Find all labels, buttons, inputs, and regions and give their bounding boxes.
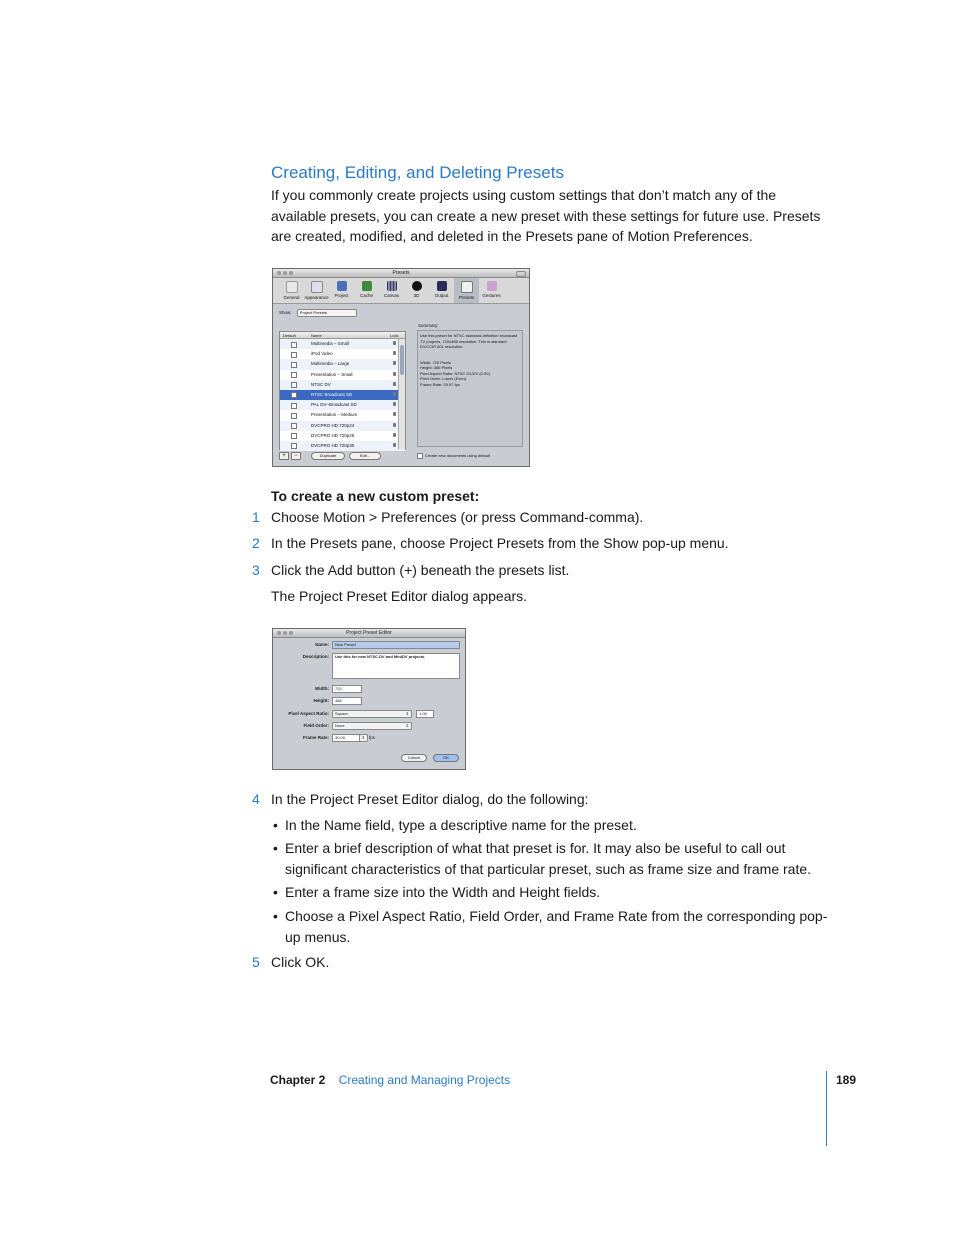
list-item[interactable] (280, 400, 405, 410)
lock-icon (393, 433, 396, 437)
lock-icon (393, 341, 396, 345)
list-item[interactable] (280, 441, 405, 451)
default-checkbox[interactable] (291, 382, 297, 388)
remove-button[interactable]: − (291, 452, 301, 460)
list-item[interactable] (280, 380, 405, 390)
default-checkbox[interactable] (291, 443, 297, 449)
show-label: Show: (279, 310, 292, 316)
preset-name: DVCPRO HD 720p25 (311, 432, 355, 438)
summary-width: Width: 720 Pixels (420, 359, 451, 365)
step-number: 1 (252, 509, 260, 525)
step-text: In the Presets pane, choose Project Presets from the Show pop-up menu. (271, 535, 729, 551)
bullet-dot: • (273, 884, 278, 900)
list-item[interactable] (280, 359, 405, 369)
field-order-popup[interactable]: None ⇕ (332, 722, 412, 730)
summary-description: Use this preset for NTSC standard-definition broadcast TV projects, 720x486 resolution. This is standard D1/CCIR 601 resolution. (420, 333, 518, 349)
prefs-toolbar (273, 278, 529, 304)
procedure-heading: To create a new custom preset: (271, 488, 480, 504)
step-result: The Project Preset Editor dialog appears. (271, 588, 528, 604)
bullet-text: Enter a brief description of what that preset is for. It may also be useful to call out significant characteristics of that particular preset, such as frame size and frame rate. (285, 840, 812, 877)
preset-name: NTSC Broadcast SD (311, 391, 353, 397)
summary-box (417, 330, 523, 447)
column-lock[interactable]: Lock (390, 333, 399, 338)
switch-icon (286, 281, 298, 293)
tab-presets[interactable]: Presets (454, 278, 479, 303)
default-checkbox[interactable] (291, 403, 297, 409)
field-order-label: Field Order: (303, 723, 329, 728)
list-item[interactable] (280, 410, 405, 420)
preset-name: DVCPRO HD 720p24 (311, 422, 355, 428)
step-number: 2 (252, 535, 260, 551)
step-text: In the Project Preset Editor dialog, do the following: (271, 791, 589, 807)
bullet-dot: • (273, 908, 278, 924)
preset-name: PAL DV–Broadcast SD (311, 402, 357, 408)
default-checkbox[interactable] (291, 342, 297, 348)
presets-window-screenshot (272, 268, 530, 467)
default-checkbox[interactable] (417, 453, 423, 459)
tab-canvas[interactable]: Canvas (379, 278, 404, 303)
cache-icon (362, 281, 372, 291)
tab-appearance[interactable]: Appearance (304, 278, 329, 303)
default-checkbox[interactable] (291, 423, 297, 429)
ok-button[interactable]: OK (433, 754, 459, 762)
presets-list (279, 331, 406, 450)
description-label: Description: (302, 654, 329, 659)
lock-icon (393, 351, 396, 355)
frame-rate-unit: fps (369, 735, 376, 740)
tab-general[interactable]: General (279, 278, 304, 303)
preset-name: Presentation – Medium (311, 412, 358, 418)
summary-field-order: Field Order: Lower (Even) (420, 376, 467, 381)
add-button[interactable]: + (279, 452, 289, 460)
project-icon (337, 281, 347, 291)
lock-icon (393, 361, 396, 365)
toolbar-toggle-icon[interactable] (516, 271, 526, 277)
preset-name: Presentation – Small (311, 371, 353, 377)
par-popup[interactable]: Square ⇕ (332, 710, 412, 718)
default-checkbox[interactable] (291, 433, 297, 439)
edit-button[interactable]: Edit... (349, 452, 381, 460)
window-title: Presets (392, 270, 410, 276)
width-label: Width: (315, 686, 329, 691)
bullet-dot: • (273, 817, 278, 833)
preset-name: DVCPRO HD 720p30 (311, 442, 355, 448)
preset-name: Multimedia – Large (311, 361, 350, 367)
scroll-thumb[interactable] (400, 345, 404, 375)
frame-rate-field[interactable]: 30.00 (332, 734, 360, 742)
lock-icon (393, 382, 396, 386)
frame-rate-popup[interactable] (359, 734, 368, 742)
list-item[interactable] (280, 370, 405, 380)
page-number: 189 (836, 1073, 857, 1087)
list-item[interactable] (280, 390, 405, 400)
tab-cache[interactable]: Cache (354, 278, 379, 303)
bullet-text: In the Name field, type a descriptive name for the preset. (285, 817, 637, 833)
name-field[interactable]: New Preset (332, 641, 460, 649)
bullet-text: Choose a Pixel Aspect Ratio, Field Order, and Frame Rate from the corresponding pop-up menus. (285, 908, 828, 945)
name-label: Name: (315, 642, 329, 647)
column-name[interactable]: Name (311, 333, 322, 338)
default-checkbox[interactable] (291, 392, 297, 398)
summary-height: Height: 486 Pixels (420, 365, 453, 370)
lock-icon (393, 412, 396, 416)
step-text: Click OK. (271, 954, 330, 970)
section-title: Creating, Editing, and Deleting Presets (271, 163, 564, 182)
default-checkbox[interactable] (291, 362, 297, 368)
scrollbar[interactable] (398, 339, 405, 449)
step-text: Click the Add button (+) beneath the presets list. (271, 562, 570, 578)
page-footer (270, 1073, 510, 1087)
bullet-text: Enter a frame size into the Width and Height fields. (285, 884, 601, 900)
chapter-title: Creating and Managing Projects (338, 1073, 511, 1087)
dialog-title: Project Preset Editor (346, 630, 392, 636)
list-header (280, 332, 405, 339)
tab-output[interactable]: Output (429, 278, 454, 303)
preset-name: iPod Video (311, 351, 333, 357)
default-checkbox-label: Create new documents using default (425, 453, 490, 458)
tab-gestures[interactable]: Gestures (479, 278, 504, 303)
pen-icon (487, 281, 497, 291)
step-text: Choose Motion > Preferences (or press Command-comma). (271, 509, 644, 525)
height-field[interactable]: 486 (332, 697, 362, 705)
list-item[interactable] (280, 349, 405, 359)
summary-par: Pixel Aspect Ratio: NTSC D1/DV (0.90) (420, 370, 490, 376)
default-checkbox[interactable] (291, 413, 297, 419)
frame-rate-label: Frame Rate: (302, 735, 329, 740)
display-icon (437, 281, 447, 291)
bullet-dot: • (273, 840, 278, 856)
column-default[interactable]: Default (283, 333, 296, 338)
sphere-icon (412, 281, 422, 291)
lock-icon (393, 402, 396, 406)
tab-project[interactable]: Project (329, 278, 354, 303)
step-number: 5 (252, 954, 260, 970)
tab-3d[interactable]: 3D (404, 278, 429, 303)
list-rows (280, 339, 405, 451)
list-item[interactable] (280, 421, 405, 431)
height-label: Height: (313, 698, 329, 703)
par-label: Pixel Aspect Ratio: (288, 711, 329, 716)
par-value-field[interactable]: 1.00 (416, 710, 434, 718)
preset-name: NTSC DV (311, 381, 331, 387)
show-popup[interactable]: Project Presets (297, 309, 357, 317)
duplicate-button[interactable]: Duplicate (311, 452, 345, 460)
titlebar (273, 269, 529, 278)
summary-label: Summary: (418, 323, 439, 328)
lock-icon (393, 372, 396, 376)
presets-icon (461, 281, 473, 293)
show-row (279, 309, 357, 317)
chapter-label: Chapter 2 (270, 1073, 326, 1087)
lock-icon (393, 423, 396, 427)
step-number: 4 (252, 791, 260, 807)
intro-paragraph: If you commonly create projects using custom settings that don’t match any of the available presets, you can create a new preset with these settings for future use. Presets are created, modified, and deleted in the Presets pane of Motion Preferences. (271, 187, 821, 244)
lock-icon (393, 392, 396, 396)
width-field[interactable]: 720 (332, 685, 362, 693)
step-number: 3 (252, 562, 260, 578)
default-checkbox[interactable] (291, 372, 297, 378)
summary-frame-rate: Frame Rate: 29.97 fps (420, 381, 460, 387)
grid-icon (387, 281, 397, 291)
preset-name: Multimedia – Small (311, 341, 350, 346)
default-checkbox[interactable] (291, 352, 297, 358)
list-item[interactable] (280, 431, 405, 441)
preset-editor-screenshot (272, 628, 466, 770)
cancel-button[interactable]: Cancel (401, 754, 427, 762)
titlebar (273, 629, 465, 638)
footer-divider (826, 1071, 827, 1146)
appearance-icon (311, 281, 323, 293)
description-field[interactable]: Use this for new NTSC DV and MiniDV projects. (332, 653, 460, 679)
list-item[interactable] (280, 339, 405, 349)
lock-icon (393, 443, 396, 447)
